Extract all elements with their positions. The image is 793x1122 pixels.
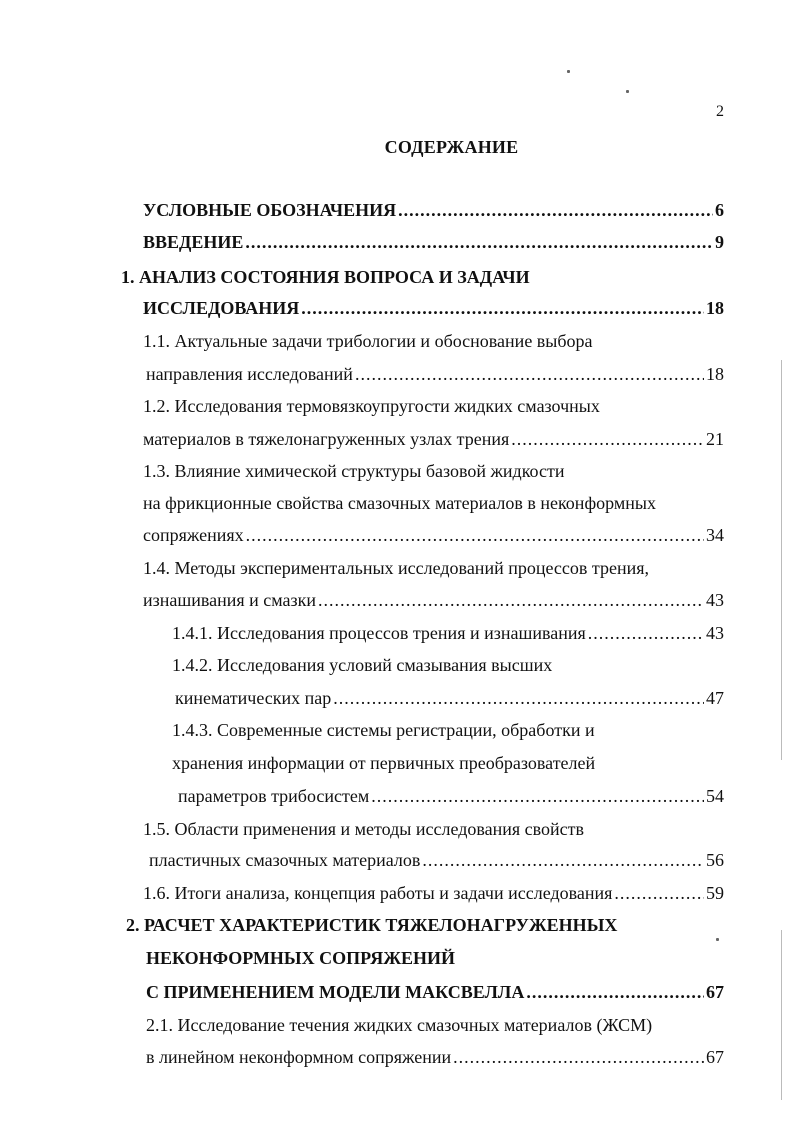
toc-section-1-3-cont[interactable] bbox=[143, 491, 656, 515]
toc-section-1-2[interactable] bbox=[143, 394, 600, 418]
scan-speck bbox=[567, 70, 570, 73]
toc-chapter-2-title-cont2[interactable] bbox=[146, 980, 724, 1004]
toc-entry-text: сопряжениях bbox=[143, 525, 244, 545]
toc-entry-page: 9 bbox=[715, 232, 724, 252]
toc-entry-text: пластичных смазочных материалов bbox=[149, 850, 421, 870]
toc-entry-text: изнашивания и смазки bbox=[143, 590, 317, 610]
toc-entry-text: параметров трибосистем bbox=[178, 786, 370, 806]
toc-section-1-3[interactable] bbox=[143, 459, 564, 483]
toc-section-1-4-2-cont[interactable] bbox=[175, 686, 724, 710]
toc-section-1-6[interactable] bbox=[143, 881, 724, 905]
toc-section-2-1-cont[interactable] bbox=[146, 1045, 724, 1069]
page-title: СОДЕРЖАНИЕ bbox=[384, 137, 519, 157]
toc-entry-text: направления исследований bbox=[146, 364, 353, 384]
toc-entry-symbols[interactable] bbox=[143, 198, 724, 222]
toc-section-1-3-cont2[interactable] bbox=[143, 523, 724, 547]
toc-entry-text: кинематических пар bbox=[175, 688, 332, 708]
toc-entry-page: 59 bbox=[706, 883, 724, 903]
toc-entry-text: 1.6. Итоги анализа, концепция работы и задачи исследования bbox=[143, 883, 613, 903]
toc-entry-text: хранения информации от первичных преобразователей bbox=[172, 753, 596, 773]
toc-entry-text: 1.4. Методы экспериментальных исследований процессов трения, bbox=[143, 558, 650, 578]
toc-entry-text: 1.1. Актуальные задачи трибологии и обоснование выбора bbox=[143, 331, 593, 351]
toc-entry-page: 18 bbox=[706, 298, 724, 318]
toc-entry-text: 1. АНАЛИЗ СОСТОЯНИЯ ВОПРОСА И ЗАДАЧИ bbox=[121, 267, 530, 287]
toc-section-1-5[interactable] bbox=[143, 817, 584, 841]
toc-entry-text: УСЛОВНЫЕ ОБОЗНАЧЕНИЯ bbox=[143, 200, 397, 220]
toc-entry-text: ВВЕДЕНИЕ bbox=[143, 232, 244, 252]
scan-speck bbox=[716, 938, 719, 941]
toc-section-1-4-3-cont[interactable] bbox=[172, 751, 595, 775]
toc-entry-text: в линейном неконформном сопряжении bbox=[146, 1047, 452, 1067]
toc-entry-page: 43 bbox=[706, 623, 724, 643]
toc-entry-page: 21 bbox=[706, 429, 724, 449]
toc-entry-text: 2. РАСЧЕТ ХАРАКТЕРИСТИК ТЯЖЕЛОНАГРУЖЕННЫХ bbox=[126, 915, 618, 935]
toc-section-1-4[interactable] bbox=[143, 556, 649, 580]
toc-entry-page: 47 bbox=[706, 688, 724, 708]
toc-chapter-2-title-cont[interactable] bbox=[146, 946, 455, 970]
toc-entry-introduction[interactable] bbox=[143, 230, 724, 254]
toc-entry-text: С ПРИМЕНЕНИЕМ МОДЕЛИ МАКСВЕЛЛА bbox=[146, 982, 525, 1002]
toc-section-2-1[interactable] bbox=[146, 1013, 652, 1037]
toc-section-1-4-cont[interactable] bbox=[143, 588, 724, 612]
toc-entry-text: 1.5. Области применения и методы исследования свойств bbox=[143, 819, 585, 839]
toc-section-1-4-2[interactable] bbox=[172, 653, 552, 677]
toc-entry-text: 2.1. Исследование течения жидких смазочных материалов (ЖСМ) bbox=[146, 1015, 653, 1035]
toc-entry-page: 67 bbox=[706, 1047, 724, 1067]
toc-entry-text: 1.4.3. Современные системы регистрации, обработки и bbox=[172, 720, 595, 740]
toc-entry-page: 67 bbox=[706, 982, 724, 1002]
toc-section-1-1[interactable] bbox=[143, 329, 593, 353]
toc-chapter-2-title[interactable] bbox=[126, 913, 617, 937]
toc-entry-page: 56 bbox=[706, 850, 724, 870]
toc-entry-text: материалов в тяжелонагруженных узлах трения bbox=[143, 429, 510, 449]
toc-section-1-4-3[interactable] bbox=[172, 718, 595, 742]
scan-edge-line bbox=[781, 930, 782, 1100]
toc-section-1-1-cont[interactable] bbox=[146, 362, 724, 386]
toc-entry-text: ИССЛЕДОВАНИЯ bbox=[143, 298, 300, 318]
toc-chapter-1-title-cont[interactable] bbox=[143, 296, 724, 320]
toc-entry-text: 1.4.2. Исследования условий смазывания высших bbox=[172, 655, 553, 675]
toc-entry-page: 54 bbox=[706, 786, 724, 806]
toc-entry-page: 6 bbox=[715, 200, 724, 220]
toc-entry-text: 1.2. Исследования термовязкоупругости жидких смазочных bbox=[143, 396, 600, 416]
scan-edge-line bbox=[781, 360, 782, 760]
toc-section-1-2-cont[interactable] bbox=[143, 427, 724, 451]
toc-section-1-4-3-cont2[interactable] bbox=[178, 784, 724, 808]
toc-entry-text: 1.4.1. Исследования процессов трения и изнашивания bbox=[172, 623, 586, 643]
toc-entry-text: НЕКОНФОРМНЫХ СОПРЯЖЕНИЙ bbox=[146, 948, 456, 968]
page-number: 2 bbox=[716, 103, 724, 120]
toc-chapter-1-title[interactable] bbox=[121, 265, 530, 289]
toc-entry-page: 34 bbox=[706, 525, 724, 545]
toc-section-1-5-cont[interactable] bbox=[149, 848, 724, 872]
toc-entry-text: 1.3. Влияние химической структуры базовой жидкости bbox=[143, 461, 565, 481]
toc-section-1-4-1[interactable] bbox=[172, 621, 724, 645]
scan-speck bbox=[626, 90, 629, 93]
toc-entry-text: на фрикционные свойства смазочных материалов в неконформных bbox=[143, 493, 656, 513]
toc-entry-page: 43 bbox=[706, 590, 724, 610]
toc-entry-page: 18 bbox=[706, 364, 724, 384]
